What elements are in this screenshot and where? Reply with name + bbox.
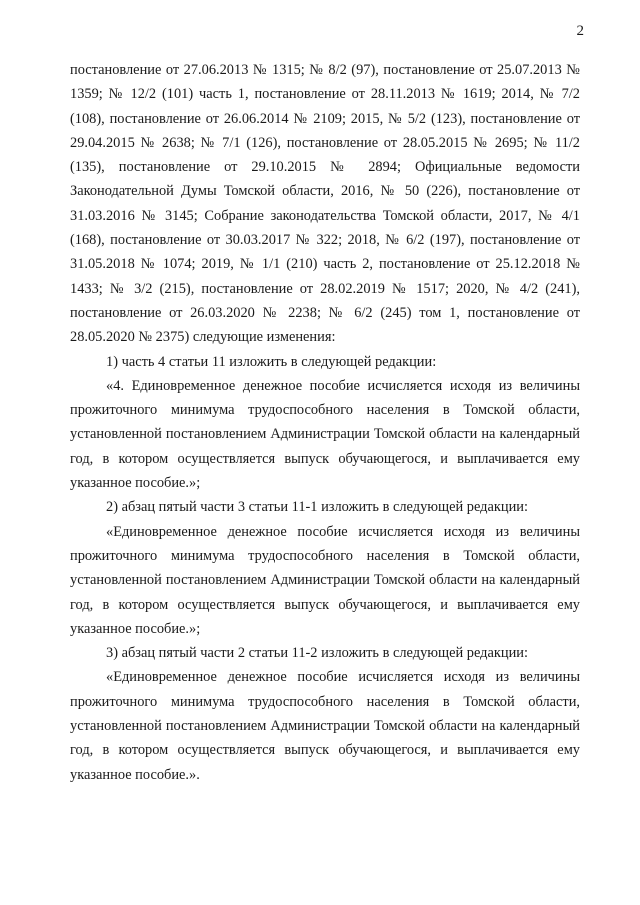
- page-number: 2: [576, 23, 584, 39]
- paragraph-item-1: 1) часть 4 статьи 11 изложить в следующей редакции:: [106, 353, 437, 370]
- paragraph-quote-3: «Единовременное денежное пособие исчисляется исходя из величины прожиточного минимума трудоспособного населения в Томской области, установленной постановлением Администрации Томской области на календарный год, в котором осуществляется выпуск обучающегося, и выплачивается ему указанное пособие.».: [70, 669, 580, 783]
- paragraph-item-3: 3) абзац пятый части 2 статьи 11-2 изложить в следующей редакции:: [106, 645, 528, 662]
- paragraph-quote-2: «Единовременное денежное пособие исчисляется исходя из величины прожиточного минимума трудоспособного населения в Томской области, установленной постановлением Администрации Томской области на календарный год, в котором осуществляется выпуск обучающегося, и выплачивается ему указанное пособие.»;: [70, 523, 580, 637]
- document-body: [70, 58, 580, 787]
- paragraph-continuation: постановление от 27.06.2013 № 1315; № 8/2 (97), постановление от 25.07.2013 № 1359; № 12/2 (101) часть 1, постановление от 28.11.2013 № 1619; 2014, № 7/2 (108), постановление от 26.06.2014 № 2109; 2015, № 5/2 (123), постановление от 29.04.2015 № 2638; № 7/1 (126), постановление от 28.05.2015 № 2695; № 11/2 (135), постановление от 29.10.2015 № 2894; Официальные ведомости Законодательной Думы Томской области, 2016, № 50 (226), постановление от 31.03.2016 № 3145; Собрание законодательства Томской области, 2017, № 4/1 (168), постановление от 30.03.2017 № 322; 2018, № 6/2 (197), постановление от 31.05.2018 № 1074; 2019, № 1/1 (210) часть 2, постановление от 25.12.2018 № 1433; № 3/2 (215), постановление от 28.02.2019 № 1517; 2020, № 4/2 (241), постановление от 26.03.2020 № 2238; № 6/2 (245) том 1, постановление от 28.05.2020 № 2375) следующие изменения:: [70, 62, 580, 346]
- paragraph-item-2: 2) абзац пятый части 3 статьи 11-1 изложить в следующей редакции:: [106, 499, 528, 516]
- paragraph-quote-1: «4. Единовременное денежное пособие исчисляется исходя из величины прожиточного минимума трудоспособного населения в Томской области, установленной постановлением Администрации Томской области на календарный год, в котором осуществляется выпуск обучающегося, и выплачивается ему указанное пособие.»;: [70, 377, 580, 492]
